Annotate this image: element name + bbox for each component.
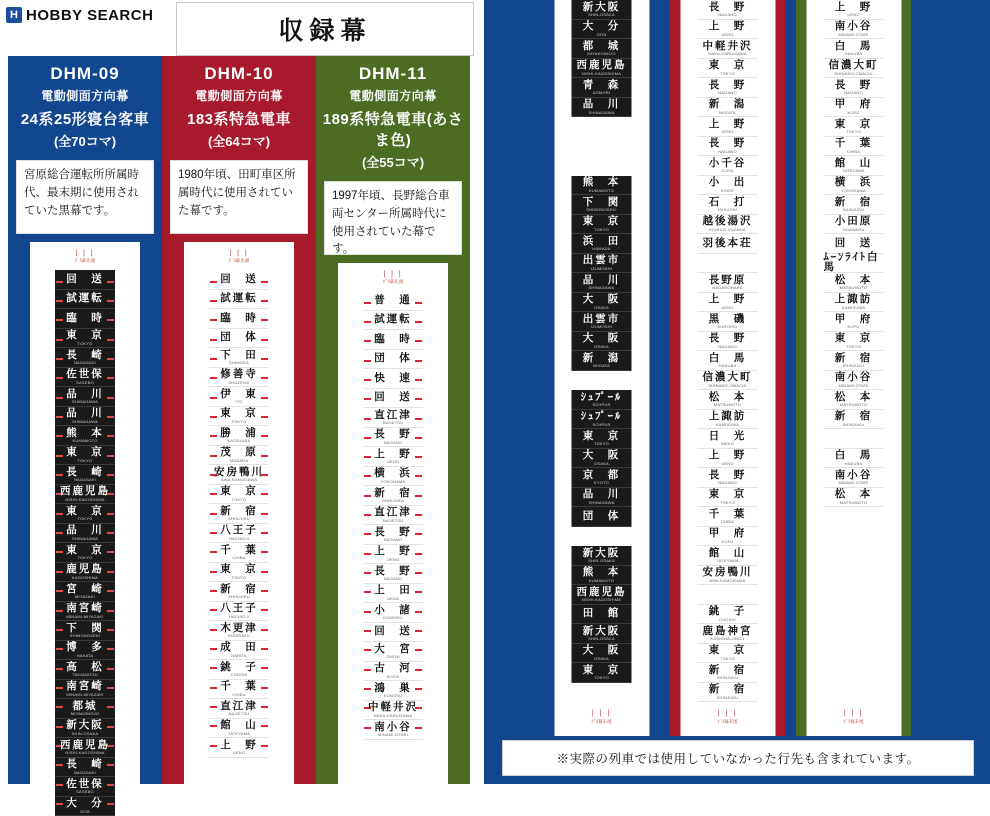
film-cell: 長 野 NAGANO [698,137,758,157]
film-cell: 東 京 TOKYO [209,407,269,427]
film-cell: 品 川 SHINAGAWA [572,273,632,293]
product-count: (全64コマ) [166,131,312,150]
film-cell: 館 山 TATEYAMA [209,719,269,739]
film-cell: 信濃大町 SHINANO-OMACHI [824,59,884,79]
film-cell: 新大阪 SHIN-OSAKA [572,546,632,566]
right-col-3 [796,0,911,736]
film-cell: 直江津 NAOETSU [209,699,269,719]
film-cell: 南宮崎 MINAMI-MIYAZAKI [55,680,115,700]
film-cell: 新大阪 SHIN-OSAKA [55,719,115,739]
product-note: 1997年頃、長野総合車両センター所属時代に使用されていた幕です。 [324,181,462,255]
film-cell: 大 阪 OSAKA [572,332,632,352]
film-cell: 回 送 [824,234,884,254]
product-count: (全70コマ) [12,131,158,150]
film-cell: 小田原 ODAWARA [824,215,884,235]
product-column-dhm-11 [316,56,470,784]
footnote [502,740,974,776]
film-cell [572,527,632,547]
film-strip [572,0,632,683]
film-cell: ｼｭﾌﾟｰﾙ SCHPUR [572,390,632,410]
film-cell: 千 葉 CHIBA [824,137,884,157]
film-cell: 団 体 [572,507,632,527]
right-col-2 [670,0,785,736]
film-top-mark: | | | ﾋﾞｽ幕先頭 [75,250,95,264]
film-cell: 大 分 OITA [55,797,115,816]
film-cell: 小 諸 KOMORO [363,603,423,623]
film-cell: 京 都 KYOTO [572,468,632,488]
film-cell: 白 馬 HAKUBA [698,351,758,371]
film-cell: 館 山 TATEYAMA [824,156,884,176]
film-cell: 東 京 TOKYO [698,59,758,79]
film-cell: 佐世保 SASEBO [55,368,115,388]
film-cell: 白 馬 HAKUBA [824,449,884,469]
film-cell: 八王子 HACHIOJI [209,602,269,622]
logo-text: HOBBY SEARCH [26,7,153,24]
product-code: DHM-10 [166,64,312,84]
film-cell: 出雲市 IZUMOSHI [572,254,632,274]
film-cell: 長 崎 NAGASAKI [55,465,115,485]
film-cell: 新 潟 NIIGATA [698,98,758,118]
film-cell: 南小谷 MINAMI-OTARI [824,468,884,488]
film-cell: 東 京 TOKYO [698,644,758,664]
film-cell: 新大阪 SHIN-OSAKA [572,624,632,644]
film-cell: 南小谷 MINAMI-OTARI [824,20,884,40]
product-name: 24系25形寝台客車 [12,108,158,129]
film-cell: 田 館 [572,605,632,625]
film-cell: 東 京 TOKYO [55,446,115,466]
film-cell: 上 野 UENO [363,545,423,565]
right-film-columns [484,0,990,784]
film-strip [363,291,423,740]
product-subtitle: 電動側面方向幕 [320,87,466,104]
film-cell: 西鹿児島 NISHI-KAGOSHIMA [572,585,632,605]
film-cell [572,117,632,137]
film-cell: 東 京 TOKYO [209,563,269,583]
film-bottom-mark: | | | ﾋﾞｽ幕末尾 [843,710,863,724]
film-strip [209,270,269,758]
film-top-mark: | | | ﾋﾞｽ幕先頭 [383,271,403,285]
film-cell: 直江津 NAOETSU [363,408,423,428]
film-cell: 南小谷 MINAMI-OTARI [824,371,884,391]
film-strip-container [806,0,901,736]
film-cell: ｼｭﾌﾟｰﾙ SCHPUR [572,410,632,430]
film-cell: 下 田 SHIMODA [209,348,269,368]
film-cell: 東 京 TOKYO [55,543,115,563]
film-cell: 白 馬 HAKUBA [824,39,884,59]
film-cell: 大 阪 OSAKA [572,449,632,469]
film-cell: 長 野 NAGANO [698,332,758,352]
film-cell: 青 森 AOMORI [572,78,632,98]
film-cell: 東 京 TOKYO [55,504,115,524]
film-cell: 直江津 NAOETSU [363,506,423,526]
film-cell: 八王子 HACHIOJI [209,524,269,544]
product-code: DHM-09 [12,64,158,84]
product-column-dhm-10 [162,56,316,784]
film-cell: 東 京 TOKYO [824,332,884,352]
film-cell: 長 野 NAGANO [363,525,423,545]
product-code: DHM-11 [320,64,466,84]
film-cell [572,156,632,176]
film-cell: 中軽井沢 NAKA-KARUIZAWA [698,39,758,59]
brand-logo [6,4,172,26]
film-cell: 高 松 TAKAMATSU [55,660,115,680]
film-cell: 上諏訪 KAMISUWA [824,293,884,313]
film-cell [824,429,884,449]
page-title-text: 収録幕 [278,11,371,47]
film-cell: 上 野 UENO [363,447,423,467]
product-subtitle: 電動側面方向幕 [166,87,312,104]
film-cell [698,585,758,605]
film-cell: 羽後本荘 [698,234,758,254]
film-cell: 出雲市 IZUMOSHI [572,312,632,332]
film-cell: 松 本 MATSUMOTO [824,488,884,508]
footnote-text: ※実際の列車では使用していなかった行先も含まれています。 [556,749,919,767]
film-bottom-mark: | | | ﾋﾞｽ幕末尾 [717,710,737,724]
film-cell: 東 京 TOKYO [698,488,758,508]
column-header [316,56,470,175]
film-cell: 東 京 TOKYO [824,117,884,137]
film-cell: 東 京 TOKYO [572,429,632,449]
film-cell: 西鹿児島 NISHI-KAGOSHIMA [572,59,632,79]
film-cell: 大 分 OITA [572,20,632,40]
film-cell: 長 野 NAGANO [698,468,758,488]
film-cell: 南宮崎 MINAMI-MIYAZAKI [55,602,115,622]
film-cell: 試運転 [363,311,423,331]
film-cell: 中軽井沢 NAKA-KARUIZAWA [363,701,423,721]
film-cell: 回 送 [209,270,269,290]
film-cell: 茂 原 MOBARA [209,446,269,466]
film-strip [55,270,115,816]
film-cell: 新 宿 SHINJUKU [824,351,884,371]
film-cell: 品 川 SHINAGAWA [572,488,632,508]
film-strip-container [680,0,775,736]
film-cell: 熊 本 KUMAMOTO [572,176,632,196]
film-cell: 鴻 巣 KONOSU [363,681,423,701]
product-note: 宮原総合運転所所属時代、最末期に使用されていた黒幕です。 [16,160,154,234]
film-cell: 新 宿 SHINJUKU [824,410,884,430]
film-cell: 上 野 UENO [698,117,758,137]
film-strip-container [30,242,140,787]
film-cell: 長野原 NAGANOHARA [698,273,758,293]
film-cell: 修善寺 SHUZENJI [209,368,269,388]
right-panel [484,0,990,784]
film-cell: 上諏訪 KAMISUWA [698,410,758,430]
product-name: 183系特急電車 [166,108,312,129]
film-cell: 千 葉 CHIBA [698,507,758,527]
film-cell: 西鹿児島 NISHI-KAGOSHIMA [55,738,115,758]
film-cell: 新 宿 SHINJUKU [698,663,758,683]
film-cell: 横 浜 YOKOHAMA [363,467,423,487]
film-cell: 上 野 UENO [698,449,758,469]
film-cell: 長 野 NAGANO [824,78,884,98]
film-cell [572,371,632,391]
film-bottom-mark: | | | ﾋﾞｽ幕末尾 [591,710,611,724]
film-cell: 石 打 ISHIUCHI [698,195,758,215]
film-cell: 新 宿 SHINJUKU [209,582,269,602]
film-cell: 新大阪 SHIN-OSAKA [572,0,632,20]
film-cell [698,254,758,274]
film-cell: 長 野 NAGANO [698,0,758,20]
film-cell: 熊 本 KUMAMOTO [572,566,632,586]
film-cell: 新 宿 SHINJUKU [209,504,269,524]
film-cell: 都 城 MIYAKONOJO [572,39,632,59]
film-strip-container [338,263,448,808]
product-columns [8,56,470,784]
right-col-1 [544,0,659,736]
film-cell: 西鹿児島 NISHI-KAGOSHIMA [55,485,115,505]
film-cell: 長 崎 NAGASAKI [55,758,115,778]
film-cell: 館 山 TATEYAMA [698,546,758,566]
film-cell: 上 野 UENO [698,20,758,40]
page-title [176,2,474,56]
film-cell: 上 野 UENO [209,738,269,758]
film-cell: 日 光 NIKKO [698,429,758,449]
film-cell: 千 葉 CHIBA [209,680,269,700]
film-cell: 佐世保 SASEBO [55,777,115,797]
film-cell: ﾑｰﾝﾗｲﾄ白馬 [824,254,884,274]
film-strip-container [184,242,294,787]
film-cell: 博 多 HAKATA [55,641,115,661]
product-subtitle: 電動側面方向幕 [12,87,158,104]
film-cell: 千 葉 CHIBA [209,543,269,563]
film-cell: 銚 子 CHOSHI [209,660,269,680]
film-cell: 臨 時 [363,330,423,350]
product-name: 189系特急電車(あさま色) [320,108,466,150]
film-cell: 上 野 UENO [698,293,758,313]
film-cell: 越後湯沢 ECHIGO-YUZAWA [698,215,758,235]
film-cell: 品 川 SHINAGAWA [55,387,115,407]
film-cell: 伊 東 ITO [209,387,269,407]
film-cell: 回 送 [363,389,423,409]
product-count: (全55コマ) [320,152,466,171]
film-cell: 東 京 TOKYO [209,485,269,505]
film-cell: 熊 本 KUMAMOTO [55,426,115,446]
film-cell: 銚 子 CHOSHI [698,605,758,625]
film-cell: 臨 時 [209,309,269,329]
film-cell: 小 出 KOIDE [698,176,758,196]
film-cell: 成 田 NARITA [209,641,269,661]
film-cell: 新 宿 SHINJUKU [698,683,758,703]
column-header [162,56,316,154]
film-cell: 下 関 SHIMONOSEKI [55,621,115,641]
film-cell: 東 京 TOKYO [55,329,115,349]
film-cell: 松 本 MATSUMOTO [824,273,884,293]
film-cell: 横 浜 YOKOHAMA [824,176,884,196]
logo-mark-icon: H [6,7,22,23]
film-cell: 普 通 [363,291,423,311]
film-strip-container [554,0,649,736]
film-cell: 勝 浦 KATSUURA [209,426,269,446]
film-cell: 品 川 SHINAGAWA [572,98,632,118]
film-cell: 安房鴨川 AWA-KAMOGAWA [698,566,758,586]
film-cell: 新 宿 SHINJUKU [824,195,884,215]
film-cell: 新 潟 NIIGATA [572,351,632,371]
film-cell: 快 速 [363,369,423,389]
film-cell: 品 川 SHINAGAWA [55,524,115,544]
film-cell: 甲 府 KOFU [824,312,884,332]
film-cell: 信濃大町 SHINANO-OMACHI [698,371,758,391]
film-cell: 古 河 KOGA [363,662,423,682]
film-cell: 鹿児島 KAGOSHIMA [55,563,115,583]
left-panel [0,0,478,784]
film-cell: 南小谷 MINAMI-OTARI [363,720,423,740]
product-column-dhm-09 [8,56,162,784]
product-note: 1980年頃、田町車区所属時代に使用されていた幕です。 [170,160,308,234]
film-cell: 長 崎 NAGASAKI [55,348,115,368]
film-strip [824,0,884,507]
film-cell: 小千谷 OJIYA [698,156,758,176]
film-cell: 鹿島神宮 KASHIMA-JINGU [698,624,758,644]
film-cell: 黒 磯 KUROISO [698,312,758,332]
film-cell: 新 宿 SHINJUKU [363,486,423,506]
film-cell: 回 送 [55,270,115,290]
film-cell: 松 本 MATSUMOTO [698,390,758,410]
film-cell [572,137,632,157]
film-cell: 団 体 [209,329,269,349]
film-top-mark: | | | ﾋﾞｽ幕先頭 [229,250,249,264]
film-cell: 団 体 [363,350,423,370]
film-strip [698,0,758,702]
film-cell: 品 川 SHINAGAWA [55,407,115,427]
film-cell: 長 野 NAGANO [363,564,423,584]
film-cell: 安房鴨川 AWA-KAMOGAWA [209,465,269,485]
film-cell: 臨 時 [55,309,115,329]
film-cell: 長 野 NAGANO [698,78,758,98]
film-cell: 試運転 [55,290,115,310]
film-cell: 東 京 TOKYO [572,215,632,235]
film-cell: 浜 田 HAMADA [572,234,632,254]
column-header [8,56,162,154]
film-cell: 都城 MIYAKONOJO [55,699,115,719]
film-cell: 木更津 KISARAZU [209,621,269,641]
film-cell: 試運転 [209,290,269,310]
film-cell: 上 田 UEDA [363,584,423,604]
film-cell: 長 野 NAGANO [363,428,423,448]
film-cell: 甲 府 KOFU [698,527,758,547]
film-cell: 大 阪 OSAKA [572,644,632,664]
film-cell: 回 送 [363,623,423,643]
film-cell: 下 関 SHIMONOSEKI [572,195,632,215]
film-cell: 大 阪 OSAKA [572,293,632,313]
film-cell: 上 野 UENO [824,0,884,20]
film-cell: 甲 府 KOFU [824,98,884,118]
film-cell: 大 宮 OMIYA [363,642,423,662]
film-cell: 東 京 TOKYO [572,663,632,683]
film-cell: 宮 崎 MIYAZAKI [55,582,115,602]
film-cell: 松 本 MATSUMOTO [824,390,884,410]
